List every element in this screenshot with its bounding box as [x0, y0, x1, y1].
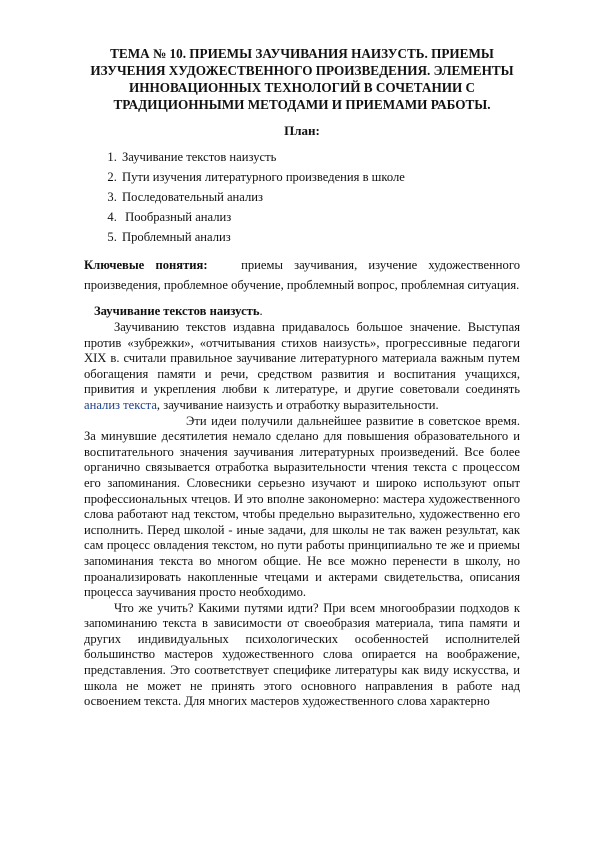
title-line: ИННОВАЦИОННЫХ ТЕХНОЛОГИЙ В СОЧЕТАНИИ С — [128, 80, 476, 95]
keywords-label: Ключевые понятия: — [84, 258, 208, 272]
document-title — [84, 45, 520, 113]
body-paragraph: Что же учить? Какими путями идти? При всем многообразии подходов к запоминанию текста в зависимости от своеобразия материала, типа памяти и других индивидуальных психологических особенностей исполнителей большинство мастеров художественного слова опирается на воображение, представления. Это соответствует специфике литературы как виду искусства, и школа не может не принять этого основного направления в работе над освоением текста. Для многих мастеров художественного слова характерно — [84, 600, 520, 709]
paragraph-text: Заучиванию текстов издавна придавалось большое значение. Выступая против «зубрежки», «отчитывания стихов наизусть», прогрессивные педагоги XIX в. считали правильное заучивание литературного материала важным путем обогащения памяти и речи, средством развития и воспитания учащихся, привития и укрепления любви к литературе, и другие советовали соединять — [84, 320, 520, 397]
body-paragraph: Эти идеи получили дальнейшее развитие в советское время. За минувшие десятилетия немало сделано для повышения образовательного и воспитательного значения заучивания литературных произведений. Все более органично связывается отработка выразительности чтения текста с процессом его запоминания. Словесники серьезно изучают и широко используют опыт профессиональных чтецов. И это вполне закономерно: мастера художественного слова работают над текстом, чтобы предельно выразительно, художественно его исполнить. Перед школой - иные задачи, для школы не так важен результат, как сам процесс овладения текстом, но пути работы принципиально те же и приемы запоминания текста во многом общие. Не все можно перенести в школу, но проанализировать накопленные чтецами и актерами свидетельства, описания процесса заучивания просто необходимо. — [84, 413, 520, 600]
text-analysis-link[interactable]: анализ текста — [84, 397, 157, 412]
plan-item: 5. Проблемный анализ — [120, 227, 520, 247]
body-paragraph — [84, 320, 520, 414]
plan-list — [84, 147, 520, 247]
plan-item: 4. Пообразный анализ — [120, 207, 520, 227]
title-line: ТЕМА № 10. ПРИЕМЫ ЗАУЧИВАНИЯ НАИЗУСТЬ. ПРИЕМЫ — [110, 46, 494, 61]
plan-item: 3. Последовательный анализ — [120, 187, 520, 207]
title-line: ТРАДИЦИОННЫМИ МЕТОДАМИ И ПРИЕМАМИ РАБОТЫ. — [113, 97, 491, 112]
plan-item: 2. Пути изучения литературного произведения в школе — [120, 167, 520, 187]
section-heading-suffix: . — [259, 304, 263, 318]
keywords-paragraph — [84, 255, 520, 295]
plan-item: 1. Заучивание текстов наизусть — [120, 147, 520, 167]
keywords-text: приемы заучивания, изучение художественного произведения, проблемное обучение, проблемный вопрос, проблемная ситуация. — [84, 258, 520, 292]
plan-heading: План: — [284, 123, 320, 138]
title-line: ИЗУЧЕНИЯ ХУДОЖЕСТВЕННОГО ПРОИЗВЕДЕНИЯ. ЭЛЕМЕНТЫ — [90, 63, 514, 78]
document-page — [84, 45, 520, 710]
section-heading — [94, 303, 520, 320]
paragraph-text: , заучивание наизусть и отработку выразительности. — [156, 397, 439, 412]
section-heading-text: Заучивание текстов наизусть — [94, 304, 260, 318]
